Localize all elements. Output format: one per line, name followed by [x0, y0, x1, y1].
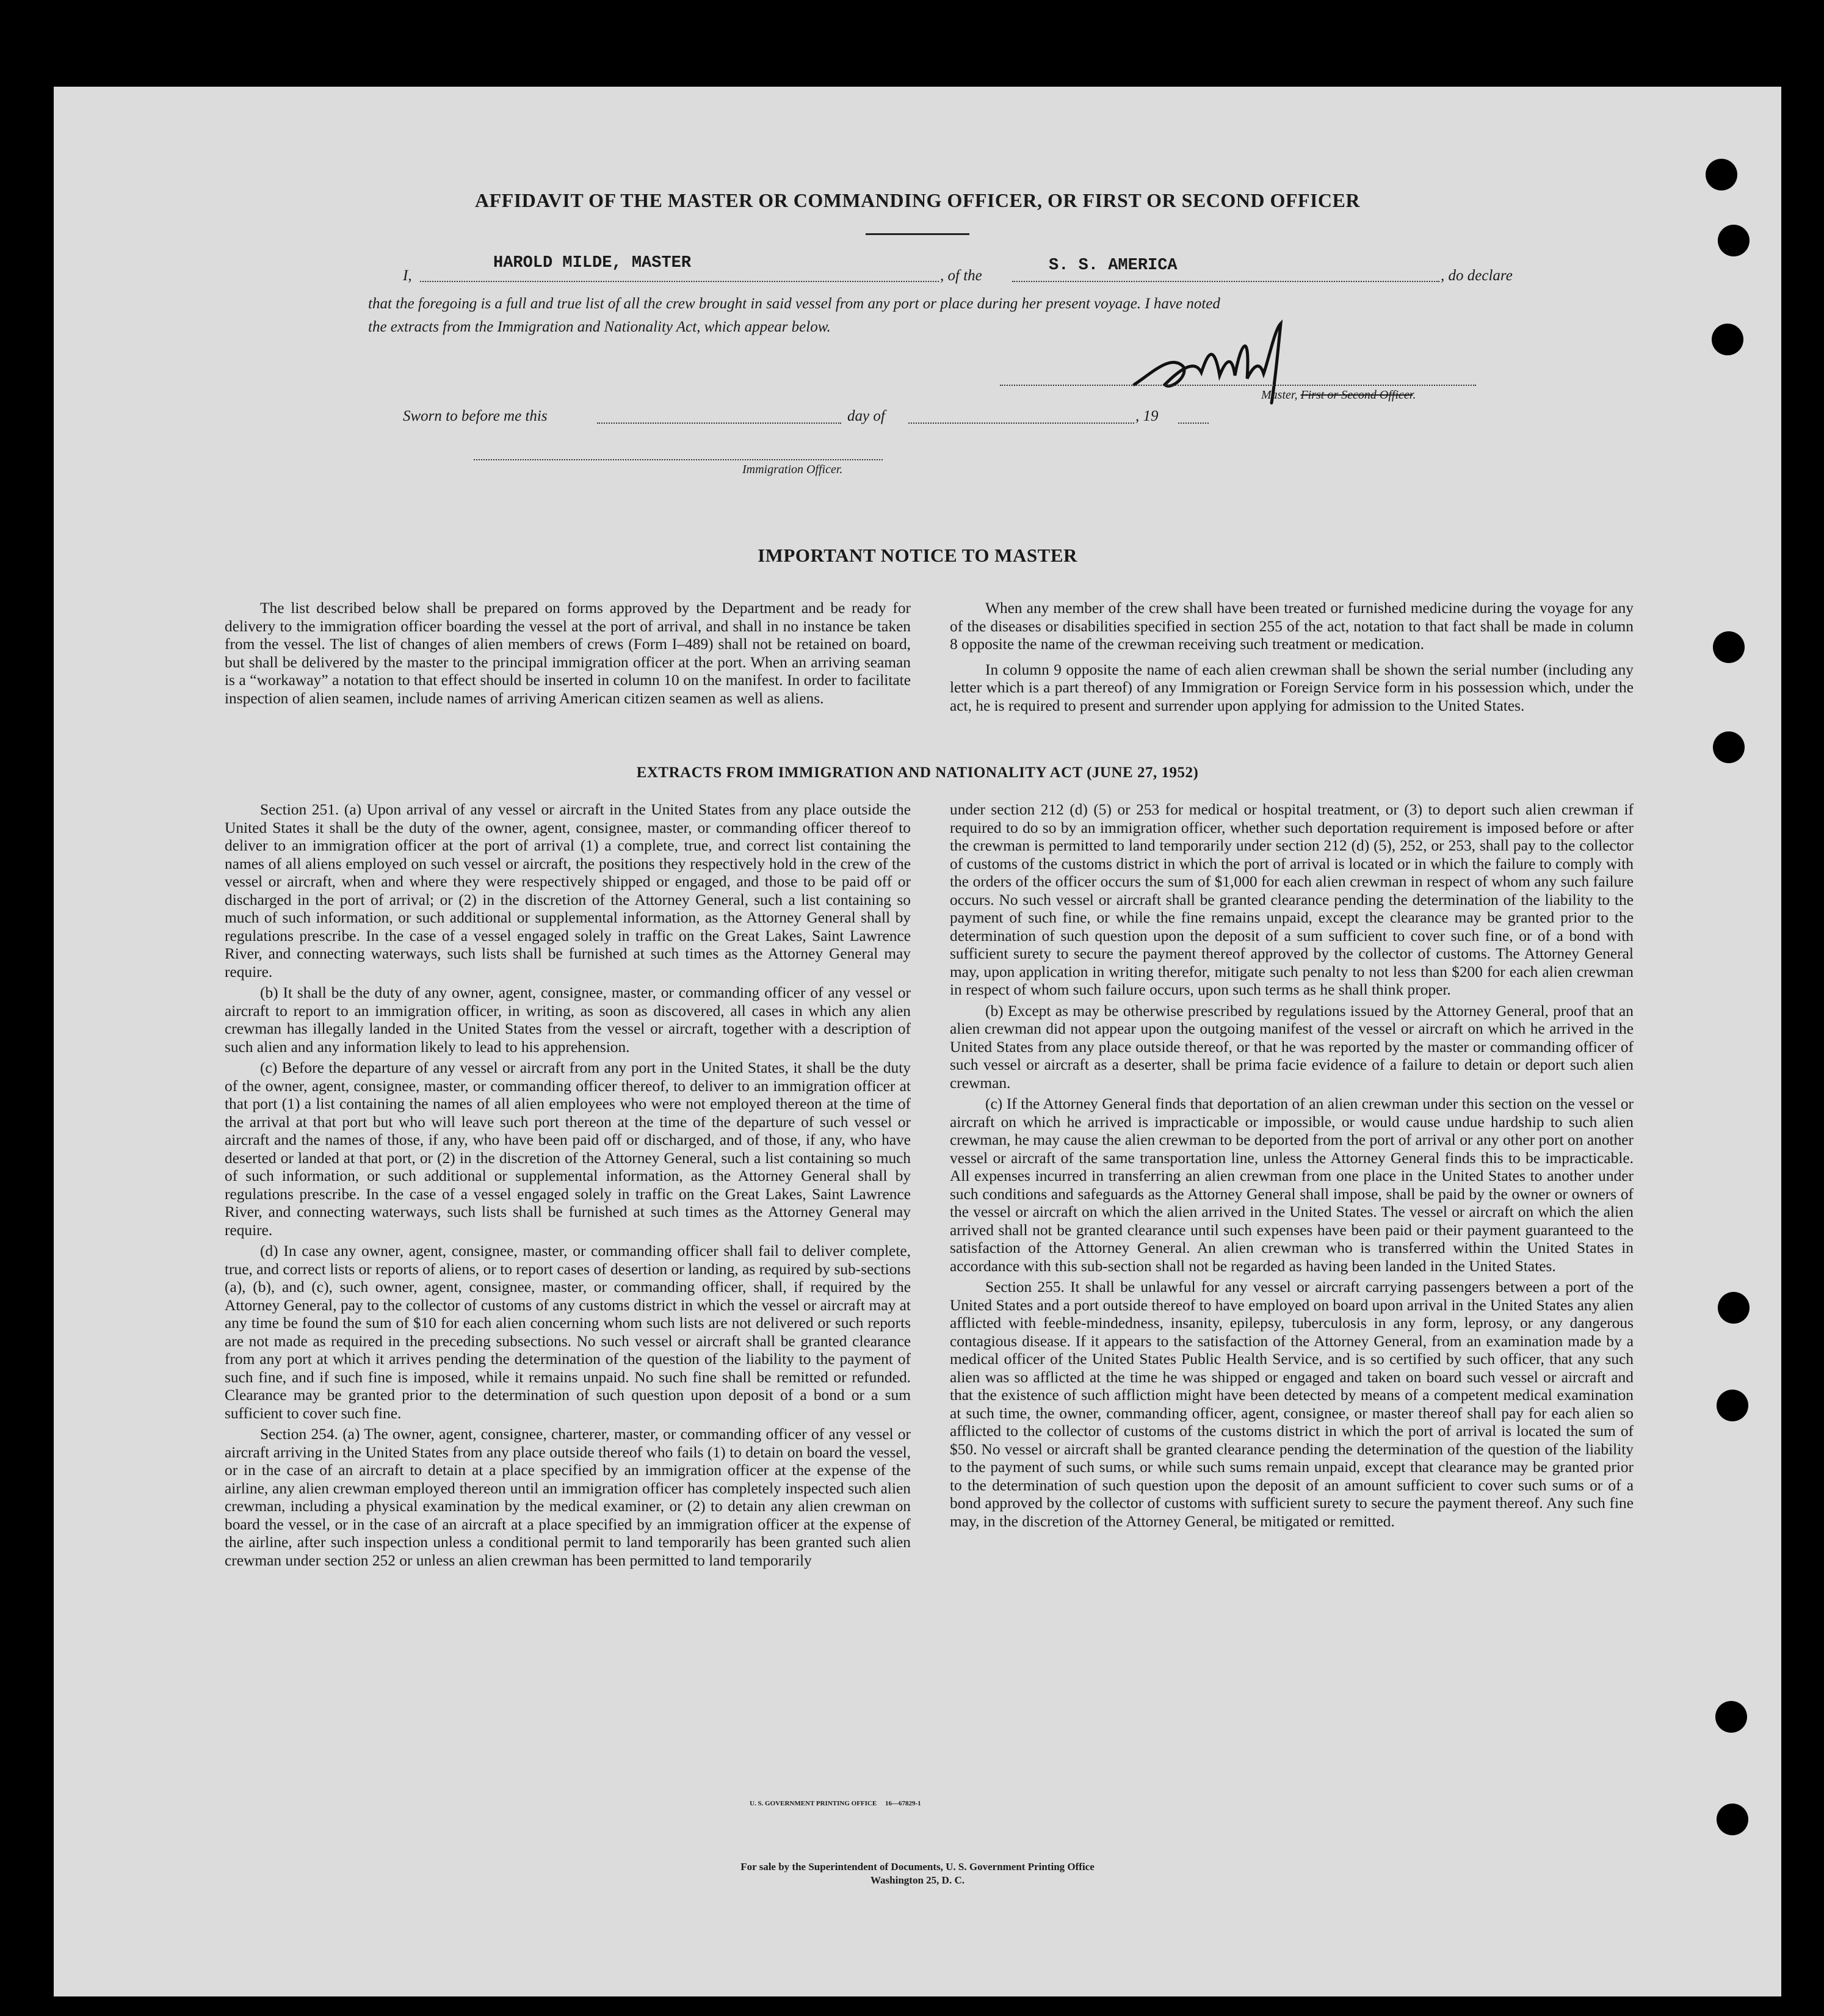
of-the-label: , of the: [940, 267, 982, 284]
extracts-left-column: [225, 801, 911, 1573]
notice-title: IMPORTANT NOTICE TO MASTER: [758, 545, 1077, 566]
notice-right-text-1: When any member of the crew shall have been treated or furnished medicine during the voyage for any of the diseases or disabilities specified in section 255 of the act, notation to that fact shall be made in column 8 opposite the name of the crewman receiving such treatment or medication.: [950, 600, 1634, 653]
sworn-day-blank: [597, 422, 841, 424]
signature-caption: Master, First or Second Officer.: [1261, 388, 1416, 402]
struck-officer-text: First or Second Officer: [1300, 388, 1413, 402]
do-declare-label: , do declare: [1441, 267, 1513, 284]
sworn-month-blank: [908, 422, 1134, 424]
affidavit-title: AFFIDAVIT OF THE MASTER OR COMMANDING OFFICER, OR FIRST OR SECOND OFFICER: [475, 189, 1360, 211]
section-251-a: Section 251. (a) Upon arrival of any vessel or aircraft in the United States from any place outside the United States it shall be the duty of the owner, agent, consignee, master, or commanding officer thereof to deliver to an immigration officer at the port of arrival (1) a complete, true, and correct list containing the names of all aliens employed on such vessel or aircraft, the positions they respectively hold in the crew of the vessel or aircraft, when and where they were respectively shipped or engaged, and those to be paid off or discharged in the port of arrival; or (2) in the discretion of the Attorney General, such a list containing so much of such information, or such additional or supplemental information, as the Attorney General shall by regulations prescribe. In the case of a vessel engaged solely in traffic on the Great Lakes, Saint Lawrence River, and connecting waterways, such lists shall be furnished at such times as the Attorney General may require.: [225, 801, 911, 981]
notice-left-text: The list described below shall be prepared on forms approved by the Department and be ready for delivery to the immigration officer boarding the vessel at the port of arrival, and shall in no instance be taken from the vessel. The list of changes of alien members of crews (Form I–489) shall not be retained on board, but shall be delivered by the master to the principal immigration officer at the port. When an arriving seaman is a “workaway” a notation to that effect should be inserted in column 10 on the manifest. In order to facilitate inspection of alien seamen, include names of arriving American citizen seamen as well as aliens.: [225, 600, 911, 707]
officer-signature-line: [474, 459, 883, 460]
section-255: Section 255. It shall be unlawful for any vessel or aircraft carrying passengers between a port of the United States and a port outside thereof to have employed on board upon arrival in the United States any alien afflicted with feeble-mindedness, insanity, epilepsy, tuberculosis in any form, leprosy, or any dangerous contagious disease. If it appears to the satisfaction of the Attorney General, from an examination made by a medical officer of the United States Public Health Service, and is so certified by such officer, that any such alien was so afflicted at the time he was shipped or engaged and taken on board such vessel or aircraft and that the existence of such affliction might have been detected by means of a competent medical examination at such time, the owner, commanding officer, agent, consignee, or master thereof shall pay for each alien so afflicted to the collector of customs of the customs district in which the port of arrival is located the sum of $50. No vessel or aircraft shall be granted clearance pending the determination of the question of the liability to the payment of such sums, or while such sums remain unpaid, except that clearance may be granted prior to the determination of such question upon the deposit of an amount sufficient to cover such sums or of a bond approved by the collector of customs with sufficient surety to secure the payment thereof. Any such fine may, in the discretion of the Attorney General, be mitigated or remitted.: [950, 1278, 1634, 1530]
sale-line-1: For sale by the Superintendent of Documents, U. S. Government Printing Office: [740, 1861, 1095, 1873]
punch-hole: [1713, 631, 1745, 663]
punch-hole: [1717, 1804, 1748, 1835]
section-254-a: Section 254. (a) The owner, agent, consignee, charterer, master, or commanding officer of any vessel or aircraft arriving in the United States from any place outside thereof who fails (1) to detain on board the vessel, or in the case of an aircraft to detain at a place specified by an immigration officer at the expense of the airline, any alien crewman employed thereon until an immigration officer has completely inspected such alien crewman, including a physical examination by the medical examiner, or (2) to detain any alien crewman on board the vessel, or in the case of an aircraft at a place specified by an immigration officer at the expense of the airline, after such inspection unless a conditional permit to land temporarily has been granted such alien crewman under section 252 or unless an alien crewman has been permitted to land temporarily: [225, 1426, 911, 1569]
sworn-label: Sworn to before me this: [403, 408, 548, 424]
section-254-c: (c) If the Attorney General finds that deportation of an alien crewman under this section on the vessel or aircraft on which he arrived is impracticable or impossible, or would cause undue hardship to such alien crewman, he may cause the alien crewman to be deported from the port of arrival or any other port on another vessel or aircraft of the same transportation line, unless the Attorney General finds this to be impracticable. All expenses incurred in transferring an alien crewman from one place in the United States to another under such conditions and safeguards as the Attorney General shall impose, shall be paid by the owner or owners of the vessel or aircraft on which the alien arrived in the United States. The vessel or aircraft on which the alien arrived shall not be granted clearance until such expenses have been paid or their payment guaranteed to the satisfaction of the Attorney General. An alien crewman who is transferred within the United States in accordance with this sub-section shall not be regarded as having been landed in the United States.: [950, 1095, 1634, 1275]
punch-hole: [1717, 1390, 1748, 1421]
section-251-b: (b) It shall be the duty of any owner, agent, consignee, master, or commanding officer of any vessel or aircraft to report to an immigration officer, in writing, as soon as discovered, all cases in which any alien crewman has illegally landed in the United States from the vessel or aircraft, together with a description of such alien and any information likely to lead to his apprehension.: [225, 984, 911, 1056]
i-label: I,: [403, 267, 412, 284]
punch-hole: [1712, 324, 1743, 355]
year-label: , 19: [1135, 408, 1159, 424]
title-rule: [866, 233, 969, 235]
section-254-b: (b) Except as may be otherwise prescribed by regulations issued by the Attorney General, proof that an alien crewman did not appear upon the outgoing manifest of the vessel or aircraft on which he arrived in the United States from any place outside thereof, or that he was reported by the master or commanding officer of such vessel or aircraft as a deserter, shall be prima facie evidence of a failure to detain or deport such alien crewman.: [950, 1002, 1634, 1092]
punch-hole: [1715, 1701, 1747, 1733]
statement-line-1: that the foregoing is a full and true list of all the crew brought in said vessel from any port or place during her present voyage. I have noted: [368, 296, 1220, 312]
signature-line: [1000, 385, 1476, 386]
name-blank: [420, 281, 939, 282]
section-251-c: (c) Before the departure of any vessel or aircraft from any port in the United States, it shall be the duty of the owner, agent, consignee, master, or commanding officer thereof, to deliver to an immigration officer at that port (1) a list containing the names of all alien employees who were not employed thereon at the time of the arrival at that port but who will leave such port thereon at the time of the departure of such vessel or aircraft and the names of those, if any, who have been paid off or discharged, and of those, if any, who have deserted or landed at that port, or (2) in the discretion of the Attorney General, such a list containing so much of such information, or such additional or supplemental information, as the Attorney General shall by regulations prescribe. In the case of a vessel engaged solely in traffic on the Great Lakes, Saint Lawrence River, and connecting waterways, such lists shall be furnished at such times as the Attorney General may require.: [225, 1059, 911, 1239]
printing-office-line: U. S. GOVERNMENT PRINTING OFFICE 16—67829-1: [750, 1800, 921, 1807]
officer-caption: Immigration Officer.: [742, 463, 843, 476]
notice-right-column: [950, 600, 1634, 718]
section-254-a-continued: under section 212 (d) (5) or 253 for medical or hospital treatment, or (3) to deport such alien crewman if required to do so by an immigration officer, whether such deportation requirement is imposed before or after the crewman is permitted to land temporarily under section 212 (d) (5), 252, or 253, shall pay to the collector of customs of the customs district in which the port of arrival is located or in which the failure to comply with the orders of the officer occurs the sum of $1,000 for each alien crewman in respect of whom any such failure occurs. No such vessel or aircraft shall be granted clearance pending the determination of the liability to the payment of such fine, or while the fine remains unpaid, except the clearance may be granted prior to the determination of such question upon the deposit of a sum sufficient to cover such fine, or of a bond with sufficient surety to secure the payment thereof approved by the collector of customs. The Attorney General may, upon application in writing therefor, mitigate such penalty to not less than $200 for each alien crewman in respect of whom such failure occurs, upon such terms as he shall think proper.: [950, 801, 1634, 998]
punch-hole: [1706, 159, 1737, 190]
punch-hole: [1718, 1292, 1750, 1324]
year-blank: [1178, 422, 1209, 424]
statement-line-2: the extracts from the Immigration and Nationality Act, which appear below.: [368, 319, 831, 335]
punch-hole: [1718, 225, 1750, 256]
extracts-title: EXTRACTS FROM IMMIGRATION AND NATIONALITY ACT (JUNE 27, 1952): [636, 764, 1199, 781]
document-page: [54, 87, 1781, 1996]
notice-left-column: [225, 600, 911, 711]
punch-hole: [1713, 731, 1745, 763]
notice-right-text-2: In column 9 opposite the name of each alien crewman shall be shown the serial number (including any letter which is a part thereof) of any Immigration or Foreign Service form in his possession which, under the act, he is required to present and surrender upon applying for admission to the United States.: [950, 661, 1634, 714]
vessel-name: S. S. AMERICA: [1049, 256, 1178, 275]
master-name: HAROLD MILDE, MASTER: [493, 254, 692, 272]
day-of-label: day of: [847, 408, 885, 424]
vessel-blank: [1012, 281, 1439, 282]
extracts-right-column: [950, 801, 1634, 1534]
sale-line-2: Washington 25, D. C.: [870, 1874, 964, 1886]
section-251-d: (d) In case any owner, agent, consignee, master, or commanding officer shall fail to deliver complete, true, and correct lists or reports of aliens, or to report cases of desertion or landing, as required by sub-sections (a), (b), and (c), such owner, agent, consignee, master, or commanding officer, shall, if required by the Attorney General, pay to the collector of customs of any customs district in which the vessel or aircraft may at any time be found the sum of $10 for each alien concerning whom such lists are not delivered or such reports are not made as required in the preceding subsections. No such vessel or aircraft shall be granted clearance from any port at which it arrives pending the determination of the question of the liability to the payment of such fine, and if such fine is imposed, while it remains unpaid. No such fine shall be remitted or refunded. Clearance may be granted prior to the determination of such question upon deposit of a bond or a sum sufficient to cover such fine.: [225, 1242, 911, 1422]
